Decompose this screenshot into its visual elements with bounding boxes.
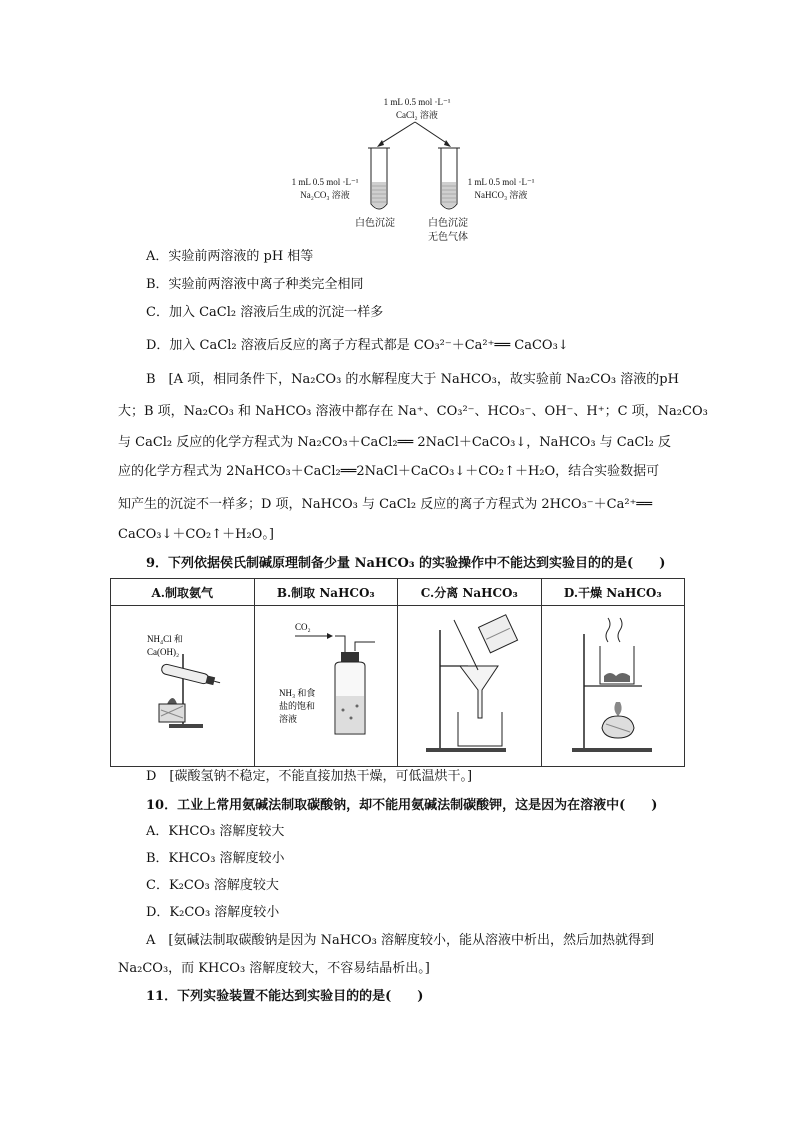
right-conc-label: 1 mL 0.5 mol ·L⁻¹	[467, 177, 535, 187]
q8-answer-line-4: 应的化学方程式为 2NaHCO₃＋CaCl₂══2NaCl＋CaCO₃↓＋CO₂↑＋H₂O，结合实验数据可	[118, 464, 660, 479]
q9-stem: 9．下列依据侯氏制碱原理制备少量 NaHCO₃ 的实验操作中不能达到实验目的的是( )	[146, 556, 666, 571]
q10-stem: 10．工业上常用氨碱法制取碳酸钠，却不能用氨碱法制碳酸钾，这是因为在溶液中( )	[146, 798, 658, 813]
right-result-label-1: 白色沉淀	[428, 218, 468, 229]
cell-b	[254, 606, 398, 767]
right-name-label: NaHCO₃ 溶液	[474, 190, 528, 200]
header-b: B.制取 NaHCO₃	[254, 579, 398, 606]
label-b-1: NH₃ 和食	[278, 688, 315, 698]
q9-apparatus-table	[110, 578, 685, 767]
cacl2-conc-label: 1 mL 0.5 mol ·L⁻¹	[383, 97, 451, 107]
q8-answer-line-2: 大；B 项，Na₂CO₃ 和 NaHCO₃ 溶液中都存在 Na⁺、CO₃²⁻、HCO₃⁻、OH⁻、H⁺；C 项，Na₂CO₃	[118, 404, 708, 419]
label-a-2: Ca(OH)₂	[147, 647, 180, 657]
left-test-tube	[368, 148, 390, 209]
label-a-1: NH₄Cl 和	[147, 634, 183, 644]
q8-option-b: B．实验前两溶液中离子种类完全相同	[146, 277, 364, 292]
q8-option-d: D．加入 CaCl₂ 溶液后反应的离子方程式都是 CO₃²⁻＋Ca²⁺══ CaCO₃↓	[146, 338, 569, 353]
q10-option-b: B．KHCO₃ 溶解度较小	[146, 851, 285, 866]
q10-option-c: C．K₂CO₃ 溶解度较大	[146, 878, 279, 893]
left-conc-label: 1 mL 0.5 mol ·L⁻¹	[291, 177, 359, 187]
left-name-label: Na₂CO₃ 溶液	[300, 190, 350, 200]
header-c: C.分离 NaHCO₃	[398, 579, 542, 606]
cell-d	[541, 606, 685, 767]
cell-a	[111, 606, 255, 767]
q8-answer-line-6: CaCO₃↓＋CO₂↑＋H₂O。]	[118, 527, 274, 542]
q10-answer-line-1: A [氨碱法制取碳酸钠是因为 NaHCO₃ 溶解度较小，能从溶液中析出，然后加热就得到	[146, 933, 655, 948]
right-result-label-2: 无色气体	[428, 232, 468, 243]
label-b-2: 盐的饱和	[278, 701, 315, 711]
q8-answer-line-3: 与 CaCl₂ 反应的化学方程式为 Na₂CO₃＋CaCl₂══ 2NaCl＋CaCO₃↓，NaHCO₃ 与 CaCl₂ 反	[118, 435, 671, 450]
q8-answer-line-1: B [A 项，相同条件下，Na₂CO₃ 的水解程度大于 NaHCO₃，故实验前 Na₂CO₃ 溶液的pH	[146, 372, 679, 387]
left-result-label: 白色沉淀	[355, 218, 395, 229]
q8-option-a: A．实验前两溶液的 pH 相等	[146, 249, 314, 264]
label-b-gas: CO₂	[294, 622, 311, 632]
q10-answer-line-2: Na₂CO₃，而 KHCO₃ 溶解度较大，不容易结晶析出。]	[118, 961, 430, 976]
test-tube-diagram	[360, 120, 470, 215]
label-b-3: 溶液	[278, 714, 297, 724]
filtration-apparatus	[398, 606, 541, 766]
drying-apparatus	[542, 606, 685, 766]
header-a: A.制取氨气	[111, 579, 255, 606]
q10-option-a: A．KHCO₃ 溶解度较大	[146, 824, 285, 839]
right-test-tube	[438, 148, 460, 209]
q9-answer: D [碳酸氢钠不稳定，不能直接加热干燥，可低温烘干。]	[146, 769, 473, 784]
header-d: D.干燥 NaHCO₃	[541, 579, 685, 606]
q11-stem: 11．下列实验装置不能达到实验目的的是( )	[146, 989, 424, 1004]
nahco3-bubbling-apparatus	[255, 606, 398, 766]
cacl2-name-label: CaCl₂ 溶液	[396, 110, 438, 120]
cell-c	[398, 606, 542, 767]
q8-option-c: C．加入 CaCl₂ 溶液后生成的沉淀一样多	[146, 305, 384, 320]
q8-answer-line-5: 知产生的沉淀不一样多；D 项，NaHCO₃ 与 CaCl₂ 反应的离子方程式为 2HCO₃⁻＋Ca²⁺══	[118, 497, 653, 512]
ammonia-apparatus	[111, 606, 254, 766]
q10-option-d: D．K₂CO₃ 溶解度较小	[146, 905, 280, 920]
